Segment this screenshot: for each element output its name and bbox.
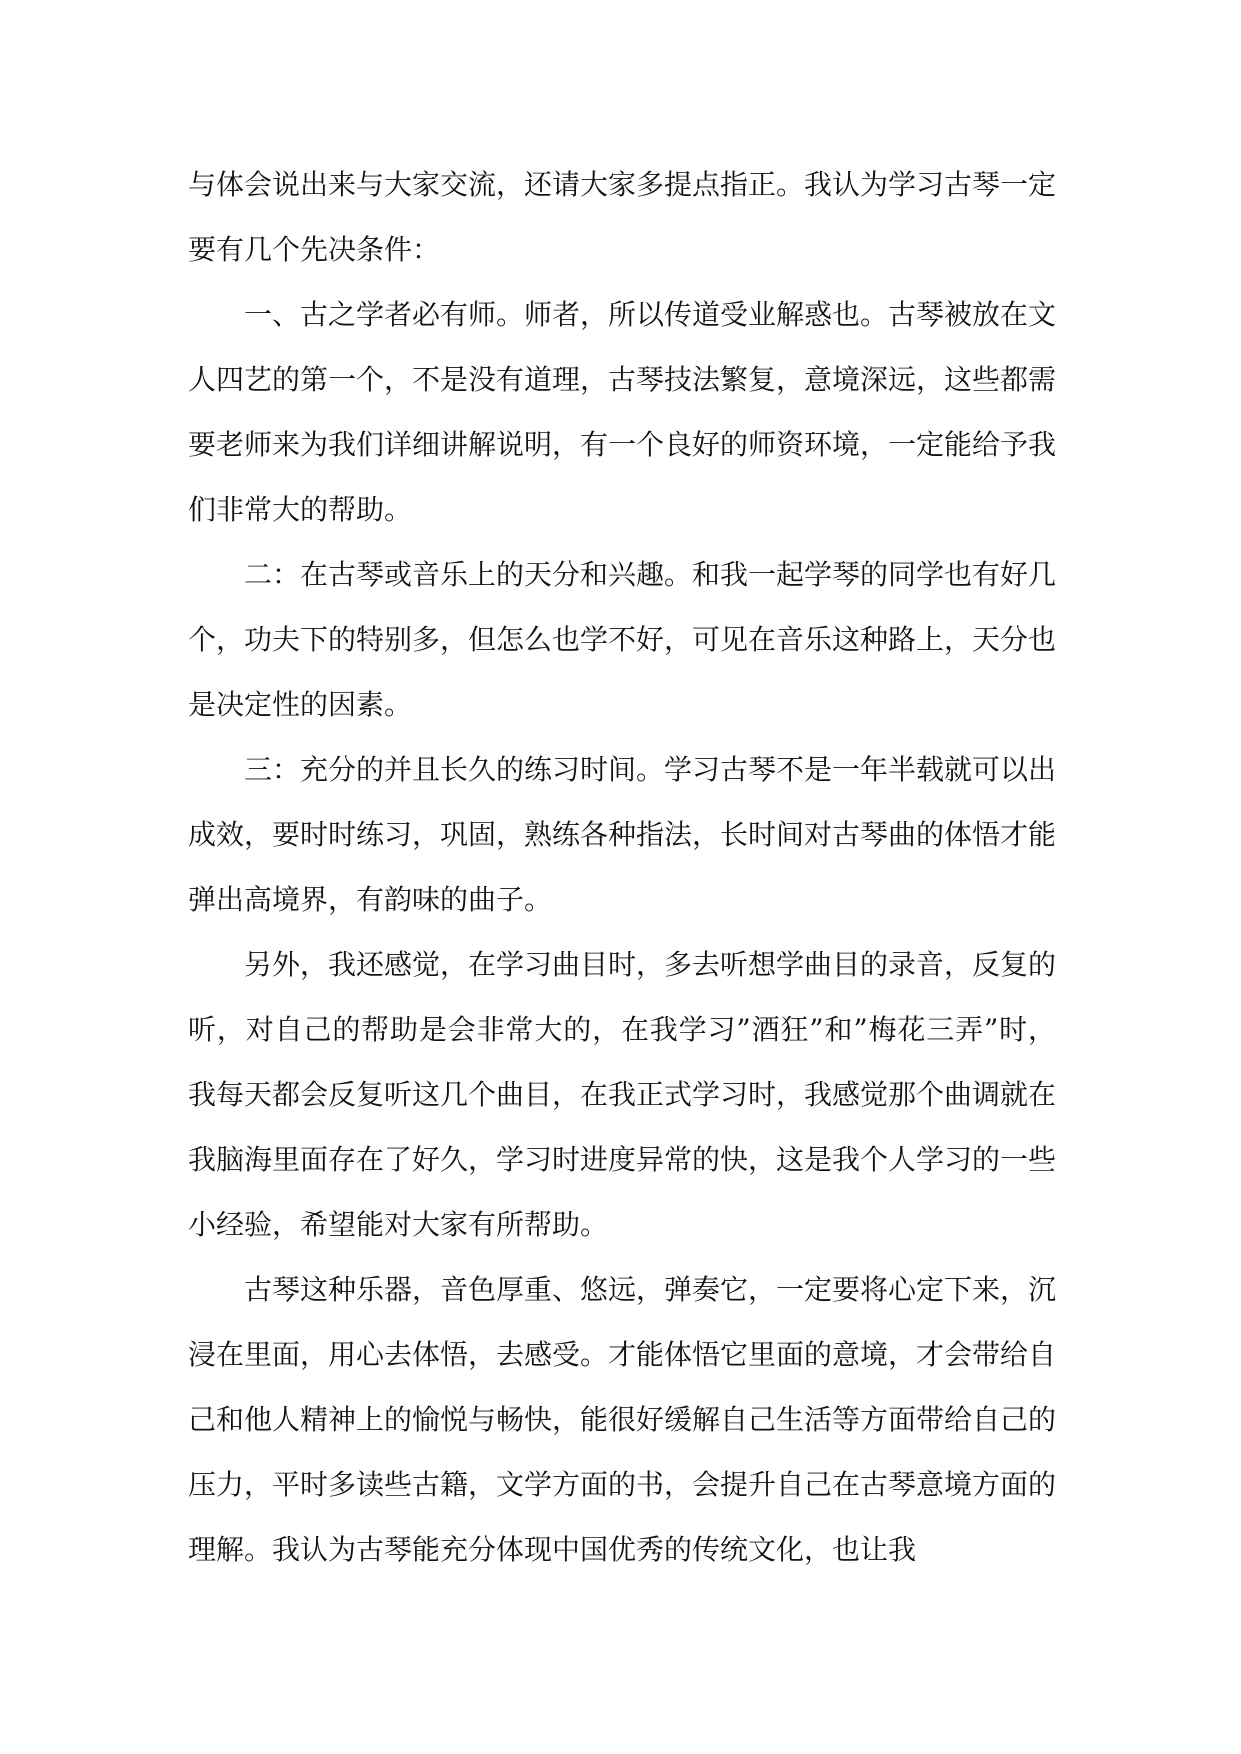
- paragraph-condition-one: 一、古之学者必有师。师者，所以传道受业解惑也。古琴被放在文人四艺的第一个，不是没有道理，古琴技法繁复，意境深远，这些都需要老师来为我们详细讲解说明，有一个良好的师资环境，一定能给予我们非常大的帮助。: [188, 298, 1057, 526]
- paragraph-condition-two: 二：在古琴或音乐上的天分和兴趣。和我一起学琴的同学也有好几个，功夫下的特别多，但怎么也学不好，可见在音乐这种路上，天分也是决定性的因素。: [188, 558, 1057, 721]
- paragraph-guqin-reflection: 古琴这种乐器，音色厚重、悠远，弹奏它，一定要将心定下来，沉浸在里面，用心去体悟，去感受。才能体悟它里面的意境，才会带给自己和他人精神上的愉悦与畅快，能很好缓解自己生活等方面带给自己的压力，平时多读些古籍，文学方面的书，会提升自己在古琴意境方面的理解。我认为古琴能充分体现中国优秀的传统文化，也让我: [188, 1273, 1057, 1566]
- paragraph-intro-continuation: 与体会说出来与大家交流，还请大家多提点指正。我认为学习古琴一定要有几个先决条件：: [188, 168, 1057, 266]
- document-body: [188, 152, 1056, 1582]
- paragraph-listening-advice: 另外，我还感觉，在学习曲目时，多去听想学曲目的录音，反复的听，对自己的帮助是会非常大的，在我学习”酒狂”和”梅花三弄”时，我每天都会反复听这几个曲目，在我正式学习时，我感觉那个曲调就在我脑海里面存在了好久，学习时进度异常的快，这是我个人学习的一些小经验，希望能对大家有所帮助。: [188, 948, 1057, 1241]
- paragraph-condition-three: 三：充分的并且长久的练习时间。学习古琴不是一年半载就可以出成效，要时时练习，巩固，熟练各种指法，长时间对古琴曲的体悟才能弹出高境界，有韵味的曲子。: [188, 753, 1057, 916]
